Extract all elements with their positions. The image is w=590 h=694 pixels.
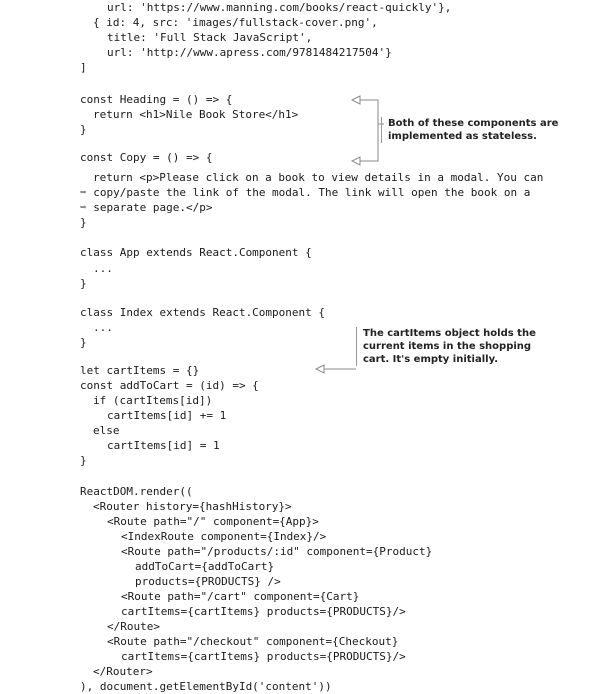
code-line: <Route path="/" component={App}> [107, 515, 319, 528]
code-line: const Heading = () => { [80, 93, 233, 106]
code-line: cartItems={cartItems} products={PRODUCTS}/> [121, 650, 406, 663]
code-line: <Route path="/cart" component={Cart} [121, 590, 360, 603]
code-line: title: 'Full Stack JavaScript', [107, 31, 313, 44]
code-line: </Route> [107, 620, 160, 633]
code-line: if (cartItems[id]) [93, 394, 213, 407]
code-listing [80, 0, 590, 693]
annotation-line: current items in the shopping [363, 341, 532, 352]
code-line: <IndexRoute component={Index}/> [121, 530, 327, 543]
code-line: addToCart={addToCart} [135, 560, 275, 573]
code-line: } [80, 336, 87, 349]
code-line: <Route path="/products/:id" component={Product} [121, 545, 433, 558]
code-line: const addToCart = (id) => { [80, 379, 259, 392]
continuation-arrow-icon: ➥ [80, 186, 87, 199]
annotation-line: The cartItems object holds the [363, 328, 536, 339]
code-line: class Index extends React.Component { [80, 306, 326, 319]
code-line-continuation: ➥ copy/paste the link of the modal. The link will open the book on a [80, 186, 531, 199]
code-line: ), document.getElementById('content')) [80, 680, 332, 693]
code-line: let cartItems = {} [80, 364, 200, 377]
code-line: ReactDOM.render(( [80, 485, 193, 498]
code-line: } [80, 454, 87, 467]
code-line: ... [93, 262, 113, 275]
code-line: class App extends React.Component { [80, 246, 312, 259]
continuation-arrow-icon: ➥ [80, 201, 87, 214]
code-line: return <p>Please click on a book to view details in a modal. You can [93, 171, 544, 184]
code-line: } [80, 277, 87, 290]
code-line: ] [80, 61, 87, 74]
code-line-continuation: ➥ separate page.</p> [80, 201, 213, 214]
code-line: cartItems[id] += 1 [107, 409, 227, 422]
code-line: </Router> [93, 665, 153, 678]
annotation-line: Both of these components are [388, 118, 559, 129]
code-line: url: 'https://www.manning.com/books/react-quickly'}, [107, 1, 452, 14]
code-line: <Route path="/checkout" component={Checkout} [107, 635, 399, 648]
code-line: else [93, 424, 120, 437]
annotation-line: cart. It's empty initially. [363, 354, 498, 365]
code-line: } [80, 216, 87, 229]
code-line: url: 'http://www.apress.com/9781484217504'} [107, 46, 392, 59]
cart-items-annotation [356, 327, 536, 366]
code-line: <Router history={hashHistory}> [93, 500, 292, 513]
code-line: cartItems={cartItems} products={PRODUCTS}/> [121, 605, 406, 618]
code-line: return <h1>Nile Book Store</h1> [93, 108, 299, 121]
code-line: { id: 4, src: 'images/fullstack-cover.png', [93, 16, 378, 29]
code-line: cartItems[id] = 1 [107, 439, 220, 452]
annotation-line: implemented as stateless. [388, 131, 537, 142]
code-line: } [80, 123, 87, 136]
stateless-annotation [381, 117, 558, 143]
code-line: ... [93, 321, 113, 334]
code-line: products={PRODUCTS} /> [135, 575, 281, 588]
code-line: const Copy = () => { [80, 151, 213, 164]
